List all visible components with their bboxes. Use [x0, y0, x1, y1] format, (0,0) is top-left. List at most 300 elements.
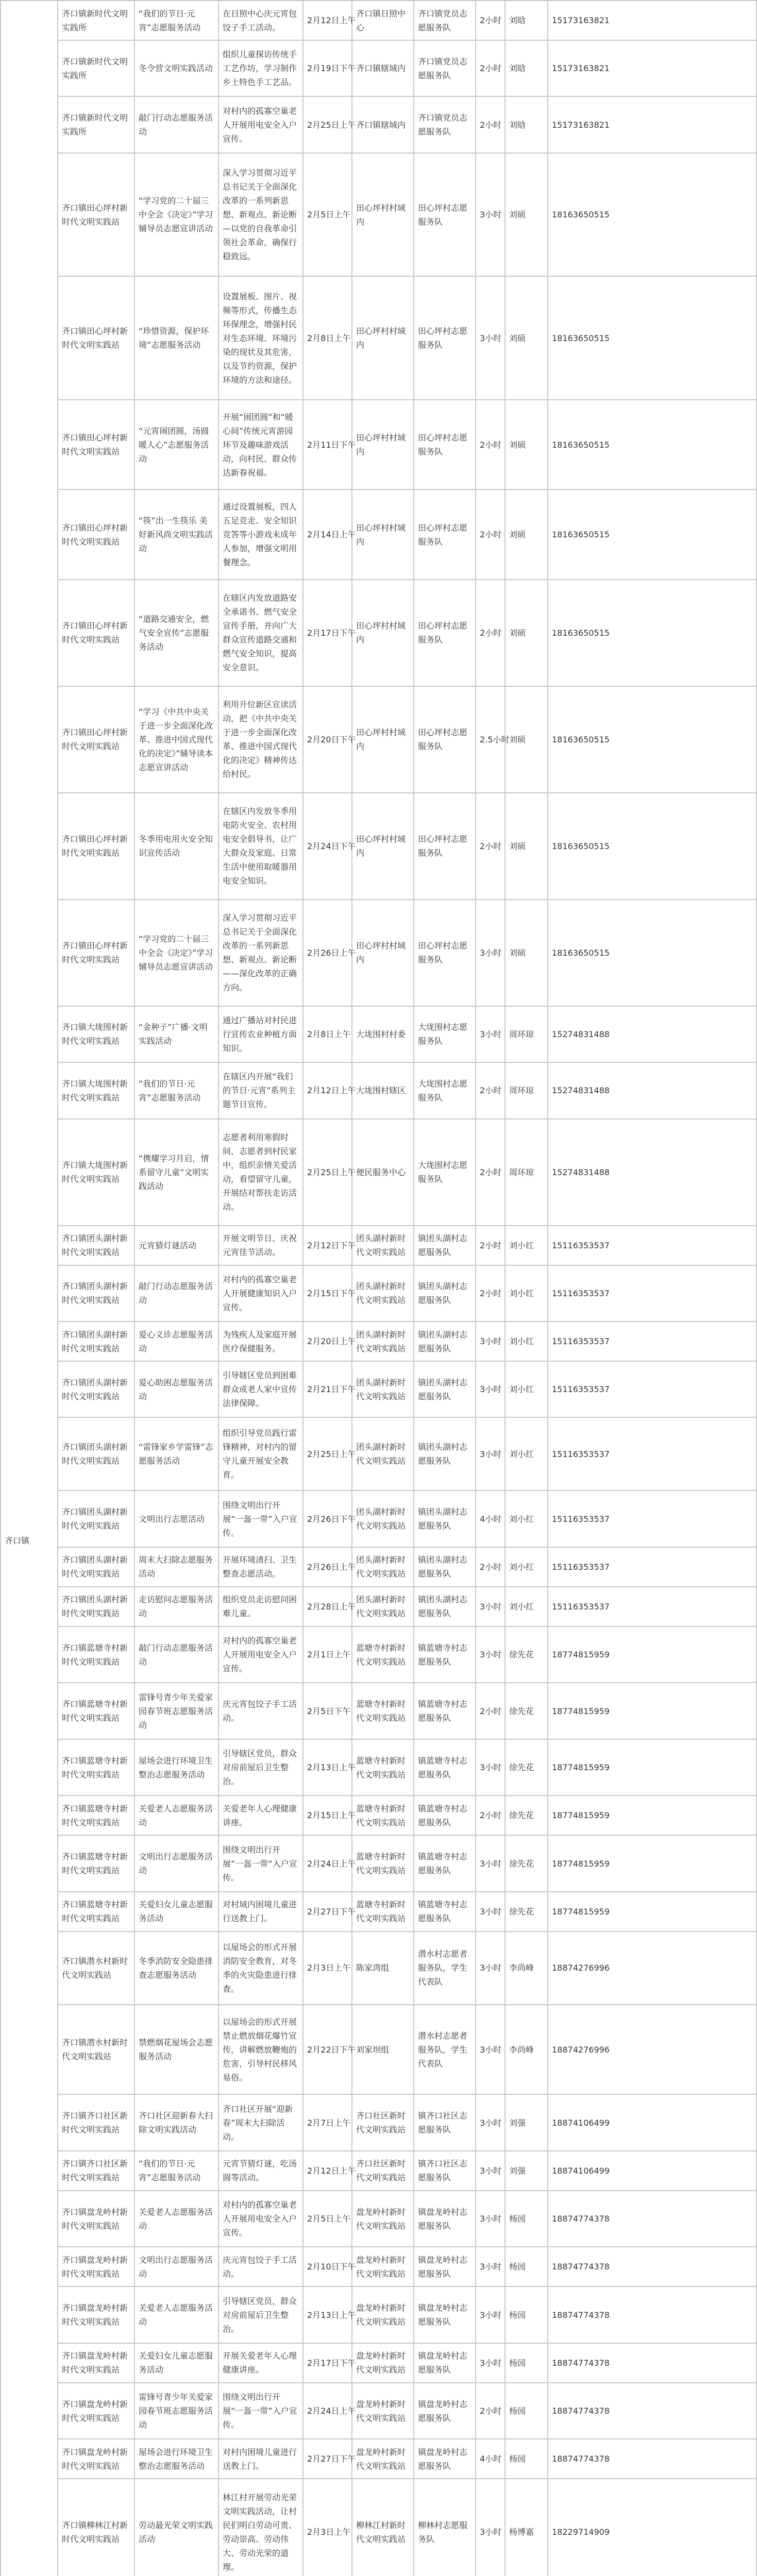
- org-cell: 齐口镇潜水村新时代文明实践站: [58, 1931, 134, 2005]
- date-cell: 2月17日下午: [303, 580, 352, 686]
- team-cell: 田心坪村志愿服务队: [414, 580, 476, 686]
- org-cell: 齐口镇团头湖村新时代文明实践站: [58, 1417, 134, 1490]
- org-cell: 齐口镇团头湖村新时代文明实践站: [58, 1321, 134, 1361]
- place-cell: 盘龙岭村新时代文明实践站: [352, 2439, 414, 2479]
- activity-name-cell: 关爱老人志愿服务活动: [134, 2191, 218, 2247]
- place-cell: 蓝塘寺村新时代文明实践站: [352, 1626, 414, 1683]
- activity-name-cell: “我们的节日·元宵”志愿服务活动: [134, 1062, 218, 1118]
- team-cell: 潜水村志愿者服务队，学生代表队: [414, 2005, 476, 2094]
- date-cell: 2月1日上午: [303, 1626, 352, 1683]
- duration-cell: 3小时: [476, 276, 505, 399]
- team-cell: 齐口镇党员志愿服务队: [414, 40, 476, 96]
- activity-content-cell: 开展文明节日、庆祝元宵佳节活动。: [218, 1226, 303, 1265]
- phone-cell: 18163650515: [548, 900, 756, 1006]
- phone-cell: 18163650515: [548, 580, 756, 686]
- team-cell: 镇蓝塘寺村志愿服务队: [414, 1683, 476, 1739]
- place-cell: 盘龙岭村新时代文明实践站: [352, 2383, 414, 2439]
- org-cell: 齐口镇田心坪村新时代文明实践站: [58, 900, 134, 1006]
- activity-content-cell: 围绕文明出行开展“一盔一带”入户宣传。: [218, 2383, 303, 2439]
- org-cell: 齐口镇团头湖村新时代文明实践站: [58, 1587, 134, 1626]
- contact-person-cell: 杨园: [505, 2343, 548, 2383]
- contact-person-cell: 刘小红: [505, 1361, 548, 1417]
- org-cell: 齐口镇田心坪村新时代文明实践站: [58, 400, 134, 489]
- place-cell: 齐口社区新时代文明实践站: [352, 2094, 414, 2150]
- org-cell: 齐口镇田心坪村新时代文明实践站: [58, 686, 134, 793]
- date-cell: 2月27日下午: [303, 1892, 352, 1931]
- org-cell: 齐口镇蓝塘寺村新时代文明实践站: [58, 1683, 134, 1739]
- activity-content-cell: 对村内的孤寡空巢老人开展用电安全入户宣传。: [218, 96, 303, 152]
- duration-cell: 2小时: [476, 793, 505, 900]
- table-row: [1, 1006, 756, 1062]
- activity-content-cell: 引导辖区党员到困难群众或老人家中宣传法律保障。: [218, 1361, 303, 1417]
- activity-name-cell: 冬季消防安全隐患排查志愿服务活动: [134, 1931, 218, 2005]
- place-cell: 团头湖村新时代文明实践站: [352, 1547, 414, 1587]
- date-cell: 2月27日下午: [303, 2439, 352, 2479]
- org-cell: 齐口镇盘龙岭村新时代文明实践站: [58, 2343, 134, 2383]
- activity-content-cell: 开展“闹团圆”和“暖心间”传统元宵游园环节及趣味游戏活动，向村民、群众传达新春祝福。: [218, 400, 303, 489]
- team-cell: 镇盘龙岭村志愿服务队: [414, 2383, 476, 2439]
- phone-cell: 18774815959: [548, 1739, 756, 1795]
- duration-cell: 4小时: [476, 2439, 505, 2479]
- contact-person-cell: 徐先花: [505, 1835, 548, 1891]
- activity-content-cell: 对村域内困境儿童进行送教上门。: [218, 1892, 303, 1931]
- place-cell: 团头湖村新时代文明实践站: [352, 1265, 414, 1321]
- team-cell: 田心坪村志愿服务队: [414, 489, 476, 579]
- activity-name-cell: 禁燃烟花屋场会志愿服务活动: [134, 2005, 218, 2094]
- place-cell: 田心坪村村域内: [352, 793, 414, 900]
- org-cell: 齐口镇团头湖村新时代文明实践站: [58, 1490, 134, 1547]
- phone-cell: 15274831488: [548, 1119, 756, 1226]
- activity-content-cell: 深入学习贯彻习近平总书记关于全面深化改革的一系列新思想、新观点、新论断—以党的自我革命引领社会革命，确保行稳致远。: [218, 153, 303, 276]
- org-cell: 齐口镇新时代文明实践所: [58, 96, 134, 152]
- contact-person-cell: 刘晗: [505, 1, 548, 40]
- activity-name-cell: 冬令营文明实践活动: [134, 40, 218, 96]
- phone-cell: 15116353537: [548, 1587, 756, 1626]
- contact-person-cell: 徐先花: [505, 1683, 548, 1739]
- activity-content-cell: 组织儿童探访传统手工艺作坊，学习制作乡土特色手工艺品。: [218, 40, 303, 96]
- team-cell: 田心坪村志愿服务队: [414, 400, 476, 489]
- team-cell: 镇团头湖村志愿服务队: [414, 1321, 476, 1361]
- activity-content-cell: 元宵节猜灯谜，吃汤圆等活动。: [218, 2151, 303, 2191]
- duration-cell: 3小时: [476, 1321, 505, 1361]
- activity-name-cell: 雷锋号青少年关爱家园春节班志愿服务活动: [134, 1683, 218, 1739]
- phone-cell: 18874774378: [548, 2286, 756, 2343]
- duration-cell: 2小时: [476, 400, 505, 489]
- org-cell: 齐口镇盘龙岭村新时代文明实践站: [58, 2247, 134, 2286]
- phone-cell: 18163650515: [548, 276, 756, 399]
- duration-cell: 3小时: [476, 1739, 505, 1795]
- activity-content-cell: 深入学习贯彻习近平总书记关于全面深化改革的一系列新思想、新观点、新论断——深化改革的正确方向。: [218, 900, 303, 1006]
- contact-person-cell: 刘硕: [505, 900, 548, 1006]
- duration-cell: 3小时: [476, 900, 505, 1006]
- team-cell: 镇团头湖村志愿服务队: [414, 1226, 476, 1265]
- contact-person-cell: 刘小红: [505, 1587, 548, 1626]
- activity-content-cell: 对村内的孤寡空巢老人开展用电安全入户宣传。: [218, 1626, 303, 1683]
- table-row: [1, 1683, 756, 1739]
- duration-cell: 3小时: [476, 2286, 505, 2343]
- contact-person-cell: 杨园: [505, 2383, 548, 2439]
- place-cell: 盘龙岭村新时代文明实践站: [352, 2247, 414, 2286]
- date-cell: 2月21日下午: [303, 1361, 352, 1417]
- activity-content-cell: 为残疾人及家庭开展医疗保健服务。: [218, 1321, 303, 1361]
- table-row: [1, 1626, 756, 1683]
- date-cell: 2月3日上午: [303, 2479, 352, 2576]
- org-cell: 齐口镇田心坪村新时代文明实践站: [58, 153, 134, 276]
- duration-cell: 2小时: [476, 40, 505, 96]
- duration-cell: 3小时: [476, 2005, 505, 2094]
- activity-name-cell: 文明出行志愿服务活动: [134, 1835, 218, 1891]
- date-cell: 2月12日上午: [303, 1062, 352, 1118]
- activity-content-cell: 以屋场会的形式开展禁止燃放烟花爆竹宣传，讲解燃放鞭炮的危害，引导村民移风易俗。: [218, 2005, 303, 2094]
- activity-content-cell: 通过广播站对村民进行宣传农业种植方面知识。: [218, 1006, 303, 1062]
- activity-name-cell: 文明出行志愿活动: [134, 1490, 218, 1547]
- activity-name-cell: 冬季用电用火安全知识宣传活动: [134, 793, 218, 900]
- contact-person-cell: 刘硕: [505, 153, 548, 276]
- phone-cell: 18163650515: [548, 400, 756, 489]
- date-cell: 2月22日下午: [303, 2005, 352, 2094]
- org-cell: 齐口镇蓝塘寺村新时代文明实践站: [58, 1892, 134, 1931]
- contact-person-cell: 刘硕: [505, 686, 548, 793]
- contact-person-cell: 杨园: [505, 2439, 548, 2479]
- team-cell: 镇盘龙岭村志愿服务队: [414, 2343, 476, 2383]
- table-row: [1, 1490, 756, 1547]
- phone-cell: 18874774378: [548, 2439, 756, 2479]
- table-row: [1, 1931, 756, 2005]
- team-cell: 齐口镇党员志愿服务队: [414, 96, 476, 152]
- date-cell: 2月26日下午: [303, 1490, 352, 1547]
- phone-cell: 18163650515: [548, 793, 756, 900]
- activity-name-cell: 爱心义诊志愿服务活动: [134, 1321, 218, 1361]
- duration-cell: 2小时: [476, 1683, 505, 1739]
- activity-content-cell: 对村内的孤寡空巢老人开展用电安全入户宣传。: [218, 2191, 303, 2247]
- contact-person-cell: 刘小红: [505, 1417, 548, 1490]
- place-cell: 蓝塘寺村新时代文明实践站: [352, 1795, 414, 1835]
- duration-cell: 3小时: [476, 1361, 505, 1417]
- activity-name-cell: “珍惜资源，保护环境”志愿服务活动: [134, 276, 218, 399]
- date-cell: 2月12日下午: [303, 1226, 352, 1265]
- table-row: [1, 793, 756, 900]
- duration-cell: 2小时: [476, 1119, 505, 1226]
- activity-name-cell: 劳动最光荣文明实践活动: [134, 2479, 218, 2576]
- date-cell: 2月10日下午: [303, 2247, 352, 2286]
- team-cell: 镇盘龙岭村志愿服务队: [414, 2247, 476, 2286]
- activity-name-cell: 元宵猜灯谜活动: [134, 1226, 218, 1265]
- org-cell: 齐口镇蓝塘寺村新时代文明实践站: [58, 1795, 134, 1835]
- table-row: [1, 96, 756, 152]
- phone-cell: 15116353537: [548, 1265, 756, 1321]
- org-cell: 齐口镇大垅围村新时代文明实践站: [58, 1119, 134, 1226]
- phone-cell: 18874106499: [548, 2094, 756, 2150]
- date-cell: 2月15日上午: [303, 1795, 352, 1835]
- contact-person-cell: 徐先花: [505, 1892, 548, 1931]
- phone-cell: 15116353537: [548, 1490, 756, 1547]
- team-cell: 镇团头湖村志愿服务队: [414, 1361, 476, 1417]
- activity-name-cell: 齐口社区迎新春大扫除文明实践活动: [134, 2094, 218, 2150]
- contact-person-cell: 徐先花: [505, 1795, 548, 1835]
- table-row: [1, 2094, 756, 2150]
- table-row: [1, 2005, 756, 2094]
- team-cell: 镇蓝塘寺村志愿服务队: [414, 1795, 476, 1835]
- activity-content-cell: 组织党员走访慰问困难儿童。: [218, 1587, 303, 1626]
- duration-cell: 2小时: [476, 2383, 505, 2439]
- phone-cell: 15116353537: [548, 1417, 756, 1490]
- contact-person-cell: 刘晗: [505, 40, 548, 96]
- table-row: [1, 276, 756, 399]
- duration-cell: 3小时: [476, 1626, 505, 1683]
- contact-person-cell: 刘小红: [505, 1226, 548, 1265]
- date-cell: 2月24日上午: [303, 1835, 352, 1891]
- place-cell: 蓝塘寺村新时代文明实践站: [352, 1835, 414, 1891]
- date-cell: 2月12日上午: [303, 2151, 352, 2191]
- phone-cell: 15173163821: [548, 40, 756, 96]
- contact-person-cell: 杨园: [505, 2191, 548, 2247]
- place-cell: 齐口社区新时代文明实践站: [352, 2151, 414, 2191]
- activity-content-cell: 庆元宵包饺子手工活动。: [218, 2247, 303, 2286]
- activity-content-cell: 在辖区内开展“我们的节日·元宵”系列主题节日宣传。: [218, 1062, 303, 1118]
- place-cell: 团头湖村新时代文明实践站: [352, 1361, 414, 1417]
- activity-content-cell: 对村内困境儿童进行送教上门。: [218, 2439, 303, 2479]
- phone-cell: 18774815959: [548, 1892, 756, 1931]
- org-cell: 齐口镇田心坪村新时代文明实践站: [58, 580, 134, 686]
- activity-content-cell: 开展关爱老年人心理健康讲座。: [218, 2343, 303, 2383]
- team-cell: 镇团头湖村志愿服务队: [414, 1587, 476, 1626]
- date-cell: 2月24日上午: [303, 2383, 352, 2439]
- contact-person-cell: 周环琼: [505, 1119, 548, 1226]
- activity-name-cell: “学习《中共中央关于进一步全面深化改革、推进中国式现代化的决定》”辅导读本志愿宣讲活动: [134, 686, 218, 793]
- table-row: [1, 2343, 756, 2383]
- table-row: [1, 2151, 756, 2191]
- activity-name-cell: “金种子”广播·文明实践活动: [134, 1006, 218, 1062]
- contact-person-cell: 杨园: [505, 2286, 548, 2343]
- team-cell: 镇蓝塘寺村志愿服务队: [414, 1626, 476, 1683]
- table-row: [1, 900, 756, 1006]
- org-cell: 齐口镇团头湖村新时代文明实践站: [58, 1265, 134, 1321]
- date-cell: 2月8日上午: [303, 276, 352, 399]
- team-cell: 镇盘龙岭村志愿服务队: [414, 2286, 476, 2343]
- duration-cell: 3小时: [476, 2343, 505, 2383]
- activity-content-cell: 齐口社区开展“迎新春”周末大扫除活动。: [218, 2094, 303, 2150]
- table-row: [1, 2191, 756, 2247]
- org-cell: 齐口镇盘龙岭村新时代文明实践站: [58, 2286, 134, 2343]
- contact-person-cell: 刘强: [505, 2151, 548, 2191]
- activity-name-cell: 关爱妇女儿童志愿服务活动: [134, 1892, 218, 1931]
- date-cell: 2月3日上午: [303, 1931, 352, 2005]
- activity-content-cell: 对村内的孤寡空巢老人开展健康知识入户宣传。: [218, 1265, 303, 1321]
- phone-cell: 18874774378: [548, 2191, 756, 2247]
- place-cell: 团头湖村新时代文明实践站: [352, 1490, 414, 1547]
- org-cell: 齐口镇新时代文明实践所: [58, 40, 134, 96]
- activity-content-cell: 志愿者利用寒假时间，志愿者到村民家中，组织亲情关爱活动，看望留守儿童，开展结对帮扶走访活动。: [218, 1119, 303, 1226]
- contact-person-cell: 杨园: [505, 2247, 548, 2286]
- contact-person-cell: 刘硕: [505, 489, 548, 579]
- table-row: [1, 1892, 756, 1931]
- org-cell: 齐口镇蓝塘寺村新时代文明实践站: [58, 1739, 134, 1795]
- table-row: [1, 2439, 756, 2479]
- duration-cell: 2小时: [476, 489, 505, 579]
- team-cell: 镇团头湖村志愿服务队: [414, 1547, 476, 1587]
- place-cell: 柳林江村新时代文明实践站: [352, 2479, 414, 2576]
- table-row: [1, 1119, 756, 1226]
- team-cell: 齐口镇党员志愿服务队: [414, 1, 476, 40]
- township-cell: 齐口镇: [1, 1, 58, 2576]
- team-cell: 田心坪村志愿服务队: [414, 793, 476, 900]
- org-cell: 齐口镇团头湖村新时代文明实践站: [58, 1361, 134, 1417]
- org-cell: 齐口镇蓝塘寺村新时代文明实践站: [58, 1626, 134, 1683]
- team-cell: 镇团头湖村志愿服务队: [414, 1490, 476, 1547]
- duration-cell: 3小时: [476, 2191, 505, 2247]
- table-row: [1, 400, 756, 489]
- place-cell: 田心坪村村域内: [352, 900, 414, 1006]
- contact-person-cell: 周环琼: [505, 1006, 548, 1062]
- table-row: [1, 2286, 756, 2343]
- team-cell: 镇盘龙岭村志愿服务队: [414, 2439, 476, 2479]
- duration-cell: 2.5小时: [476, 686, 505, 793]
- phone-cell: 18774815959: [548, 1795, 756, 1835]
- place-cell: 齐口镇辖域内: [352, 96, 414, 152]
- duration-cell: 4小时: [476, 1490, 505, 1547]
- duration-cell: 3小时: [476, 1417, 505, 1490]
- org-cell: 齐口镇新时代文明实践所: [58, 1, 134, 40]
- table-row: [1, 1547, 756, 1587]
- activity-content-cell: 组织引导党员践行雷锋精神，对村内的留守儿童开展安全教育。: [218, 1417, 303, 1490]
- phone-cell: 18774815959: [548, 1626, 756, 1683]
- table-row: [1, 2247, 756, 2286]
- date-cell: 2月19日下午: [303, 40, 352, 96]
- activity-content-cell: 在辖区内发放冬季用电防火安全、农村用电安全倡导书，让广大群众及家庭、日常生活中使用取暖器用电安全知识。: [218, 793, 303, 900]
- activity-content-cell: 围绕文明出行开展“一盔一带”入户宣传。: [218, 1835, 303, 1891]
- date-cell: 2月24日下午: [303, 793, 352, 900]
- activity-name-cell: 敲门行动志愿服务活动: [134, 96, 218, 152]
- team-cell: 大垅围村志愿服务队: [414, 1006, 476, 1062]
- date-cell: 2月28日上午: [303, 1587, 352, 1626]
- contact-person-cell: 徐先花: [505, 1739, 548, 1795]
- team-cell: 镇蓝塘寺村志愿服务队: [414, 1835, 476, 1891]
- activity-name-cell: “道路交通安全，燃气安全宣传”志愿服务活动: [134, 580, 218, 686]
- activity-name-cell: 敲门行动志愿服务活动: [134, 1626, 218, 1683]
- team-cell: 田心坪村志愿服务队: [414, 900, 476, 1006]
- contact-person-cell: 李尚峰: [505, 2005, 548, 2094]
- team-cell: 田心坪村志愿服务队: [414, 276, 476, 399]
- duration-cell: 2小时: [476, 1, 505, 40]
- phone-cell: 18163650515: [548, 153, 756, 276]
- place-cell: 便民服务中心: [352, 1119, 414, 1226]
- team-cell: 柳林村志愿服务队: [414, 2479, 476, 2576]
- date-cell: 2月20日上午: [303, 1321, 352, 1361]
- org-cell: 齐口镇齐口社区新时代文明实践站: [58, 2094, 134, 2150]
- activity-content-cell: 引导辖区党员，群众对房前屋后卫生整治。: [218, 1739, 303, 1795]
- date-cell: 2月8日上午: [303, 1006, 352, 1062]
- date-cell: 2月12日上午: [303, 1, 352, 40]
- place-cell: 团头湖村新时代文明实践站: [352, 1226, 414, 1265]
- contact-person-cell: 刘晗: [505, 96, 548, 152]
- org-cell: 齐口镇盘龙岭村新时代文明实践站: [58, 2383, 134, 2439]
- contact-person-cell: 周环琼: [505, 1062, 548, 1118]
- team-cell: 镇团头湖村志愿服务队: [414, 1417, 476, 1490]
- activity-content-cell: 围绕文明出行开展“一盔一带”入户宣传。: [218, 1490, 303, 1547]
- table-row: [1, 686, 756, 793]
- activity-name-cell: 关爱妇女儿童志愿服务活动: [134, 2343, 218, 2383]
- team-cell: 镇齐口社区志愿服务队: [414, 2151, 476, 2191]
- activity-name-cell: “雷锋家乡学雷锋”志愿服务活动: [134, 1417, 218, 1490]
- table-row: [1, 489, 756, 579]
- table-row: [1, 2383, 756, 2439]
- phone-cell: 18874106499: [548, 2151, 756, 2191]
- org-cell: 齐口镇大垅围村新时代文明实践站: [58, 1006, 134, 1062]
- phone-cell: 18774815959: [548, 1835, 756, 1891]
- activity-content-cell: 林江村开展劳动光荣文明实践活动，让村民们明白劳动可贵、劳动崇高、劳动伟大、劳动光荣的道理。: [218, 2479, 303, 2576]
- phone-cell: 15173163821: [548, 1, 756, 40]
- duration-cell: 3小时: [476, 1835, 505, 1891]
- table-row: [1, 1265, 756, 1321]
- date-cell: 2月5日上午: [303, 153, 352, 276]
- team-cell: 镇齐口社区志愿服务队: [414, 2094, 476, 2150]
- place-cell: 刘家坝组: [352, 2005, 414, 2094]
- date-cell: 2月25日上午: [303, 1417, 352, 1490]
- activity-content-cell: 在日照中心庆元宵包饺子手工活动。: [218, 1, 303, 40]
- activity-content-cell: 设置展板、图片、视频等形式，传播生态环保理念，增强村民对生态环境、环境污染的现状及其危害，以及节约资源，保护环境的方法和途径。: [218, 276, 303, 399]
- place-cell: 田心坪村村域内: [352, 153, 414, 276]
- duration-cell: 2小时: [476, 1795, 505, 1835]
- phone-cell: 15274831488: [548, 1062, 756, 1118]
- org-cell: 齐口镇大垅围村新时代文明实践站: [58, 1062, 134, 1118]
- contact-person-cell: 刘小红: [505, 1265, 548, 1321]
- table-row: [1, 580, 756, 686]
- contact-person-cell: 刘硕: [505, 793, 548, 900]
- activity-name-cell: 文明出行志愿服务活动: [134, 2247, 218, 2286]
- activity-name-cell: 雷锋号青少年关爱家园春节班志愿服务活动: [134, 2383, 218, 2439]
- activity-name-cell: “学习党的二十届三中全会《决定》”学习辅导员志愿宣讲活动: [134, 153, 218, 276]
- activity-name-cell: 关爱老人志愿服务活动: [134, 2286, 218, 2343]
- activity-content-cell: 庆元宵包饺子手工活动。: [218, 1683, 303, 1739]
- place-cell: 齐口镇日照中心: [352, 1, 414, 40]
- phone-cell: 18874774378: [548, 2343, 756, 2383]
- date-cell: 2月13日上午: [303, 2286, 352, 2343]
- place-cell: 大垅围村村委: [352, 1006, 414, 1062]
- duration-cell: 3小时: [476, 2247, 505, 2286]
- table-row: [1, 40, 756, 96]
- phone-cell: 18874774378: [548, 2247, 756, 2286]
- place-cell: 盘龙岭村新时代文明实践站: [352, 2343, 414, 2383]
- place-cell: 团头湖村新时代文明实践站: [352, 1417, 414, 1490]
- phone-cell: 15116353537: [548, 1321, 756, 1361]
- org-cell: 齐口镇潜水村新时代文明实践站: [58, 2005, 134, 2094]
- contact-person-cell: 杨博嘉: [505, 2479, 548, 2576]
- phone-cell: 18874276996: [548, 1931, 756, 2005]
- org-cell: 齐口镇蓝塘寺村新时代文明实践站: [58, 1835, 134, 1891]
- table-row: [1, 1795, 756, 1835]
- contact-person-cell: 刘硕: [505, 276, 548, 399]
- table-row: [1, 2479, 756, 2576]
- org-cell: 齐口镇齐口社区新时代文明实践站: [58, 2151, 134, 2191]
- activity-name-cell: 走访慰问志愿服务活动: [134, 1587, 218, 1626]
- duration-cell: 2小时: [476, 96, 505, 152]
- table-row: [1, 1361, 756, 1417]
- activity-content-cell: 利用升位新区宣读活动，把《中共中央关于进一步全面深化改革、推进中国式现代化的决定》精神传达给村民。: [218, 686, 303, 793]
- org-cell: 齐口镇团头湖村新时代文明实践站: [58, 1547, 134, 1587]
- date-cell: 2月5日下午: [303, 1683, 352, 1739]
- table-row: [1, 1226, 756, 1265]
- place-cell: 蓝塘寺村新时代文明实践站: [352, 1892, 414, 1931]
- activity-name-cell: 屋场会进行环境卫生整治志愿服务活动: [134, 1739, 218, 1795]
- duration-cell: 2小时: [476, 1226, 505, 1265]
- place-cell: 田心坪村村域内: [352, 580, 414, 686]
- duration-cell: 3小时: [476, 1006, 505, 1062]
- activity-name-cell: 关爱老人志愿服务活动: [134, 1795, 218, 1835]
- place-cell: 盘龙岭村新时代文明实践站: [352, 2286, 414, 2343]
- phone-cell: 15173163821: [548, 96, 756, 152]
- activity-name-cell: “携耀学习月启，情系留守儿童”文明实践活动: [134, 1119, 218, 1226]
- phone-cell: 18163650515: [548, 489, 756, 579]
